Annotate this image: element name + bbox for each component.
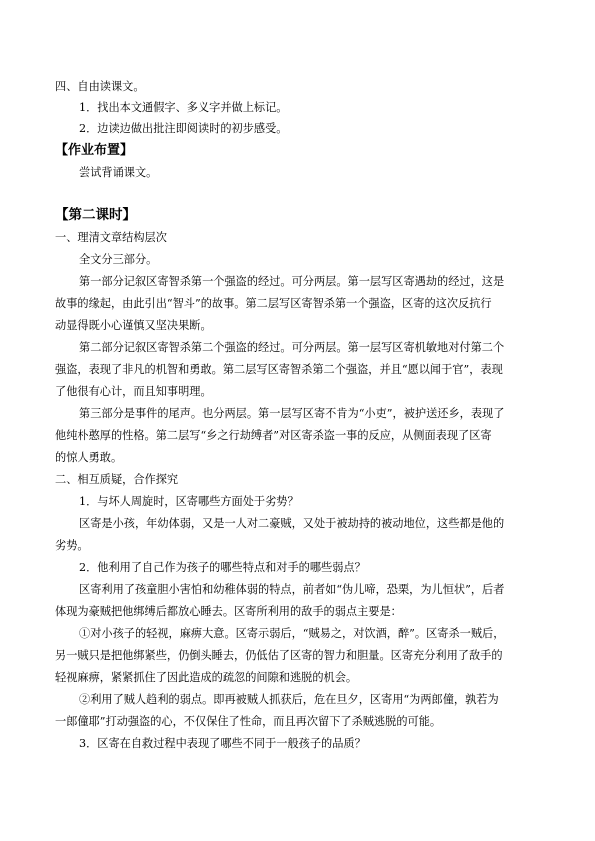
part-one-p1-line-3: 动显得既小心谨慎又坚决果断。 [55,319,212,332]
answer-2-point-1-line-2: 另一贼只是把他绑紧些，仍倒头睡去，仍低估了区寄的智力和胆量。区寄充分利用了敌手的 [55,649,503,662]
part-one-title: 一、理清文章结构层次 [55,231,167,244]
answer-1-line-2: 劣势。 [55,539,89,552]
answer-2-point-1-line-3: 轻视麻痹，紧紧抓住了因此造成的疏忽的间隙和逃脱的机会。 [55,671,358,684]
homework-heading: 【作业布置】 [55,143,134,158]
part-two-title: 二、相互质疑，合作探究 [55,473,179,486]
answer-2-point-1-line-1: ①对小孩子的轻视，麻痹大意。区寄示弱后，“贼易之，对饮酒，醉”。区寄杀一贼后， [79,627,505,640]
section-four-item-2: 2．边读边做出批注即阅读时的初步感受。 [79,122,288,135]
part-one-p3-line-2: 他纯朴憨厚的性格。第二层写“乡之行劫缚者”对区寄杀盗一事的反应，从侧面表现了区寄 [55,429,492,442]
part-one-p2-line-2: 强盗，表现了非凡的机智和勇敢。第二层写区寄智杀第二个强盗，并且“愿以闻于官”，表现 [55,363,503,376]
section-four-item-1: 1．找出本文通假字、多义字并做上标记。 [79,101,288,114]
part-one-intro: 全文分三部分。 [79,253,158,266]
part-one-p3-line-1: 第三部分是事件的尾声。也分两层。第一层写区寄不肯为“小吏”，被护送还乡，表现了 [79,407,505,420]
question-2: 2．他利用了自己作为孩子的哪些特点和对手的哪些弱点？ [79,561,366,574]
part-one-p2-line-1: 第二部分记叙区寄智杀第二个强盗的经过。可分两层。第一层写区寄机敏地对付第二个 [79,341,505,354]
section-four-title: 四、自由读课文。 [55,80,145,93]
part-one-p1-line-2: 故事的缘起，由此引出“智斗”的故事。第二层写区寄智杀第一个强盗，区寄的这次反抗行 [55,297,492,310]
part-one-p2-line-3: 了他很有心计，而且知事明理。 [55,385,212,398]
answer-2-intro-line-1: 区寄利用了孩童胆小害怕和幼稚体弱的特点，前者如“伪儿啼，恐栗，为儿恒状”，后者 [79,583,505,596]
part-one-p3-line-3: 的惊人勇敢。 [55,451,123,464]
answer-2-point-2-line-1: ②利用了贼人趋利的弱点。即再被贼人抓获后，危在旦夕，区寄用“为两郎僮，孰若为 [79,693,499,706]
part-one-p1-line-1: 第一部分记叙区寄智杀第一个强盗的经过。可分两层。第一层写区寄遇劫的经过，这是 [79,275,505,288]
homework-text: 尝试背诵课文。 [79,166,158,179]
question-3: 3．区寄在自救过程中表现了哪些不同于一般孩子的品质？ [79,737,366,750]
lesson-two-heading: 【第二课时】 [55,207,136,223]
question-1: 1．与坏人周旋时，区寄哪些方面处于劣势？ [79,495,299,508]
answer-2-intro-line-2: 体现为豪贼把他绑缚后都放心睡去。区寄所利用的敌手的弱点主要是： [55,605,402,618]
answer-1-line-1: 区寄是小孩，年幼体弱，又是一人对二豪贼，又处于被劫持的被动地位，这些都是他的 [79,517,505,530]
answer-2-point-2-line-2: 一郎僮耶”打动强盗的心，不仅保住了性命，而且再次留下了杀贼逃脱的可能。 [55,715,442,728]
